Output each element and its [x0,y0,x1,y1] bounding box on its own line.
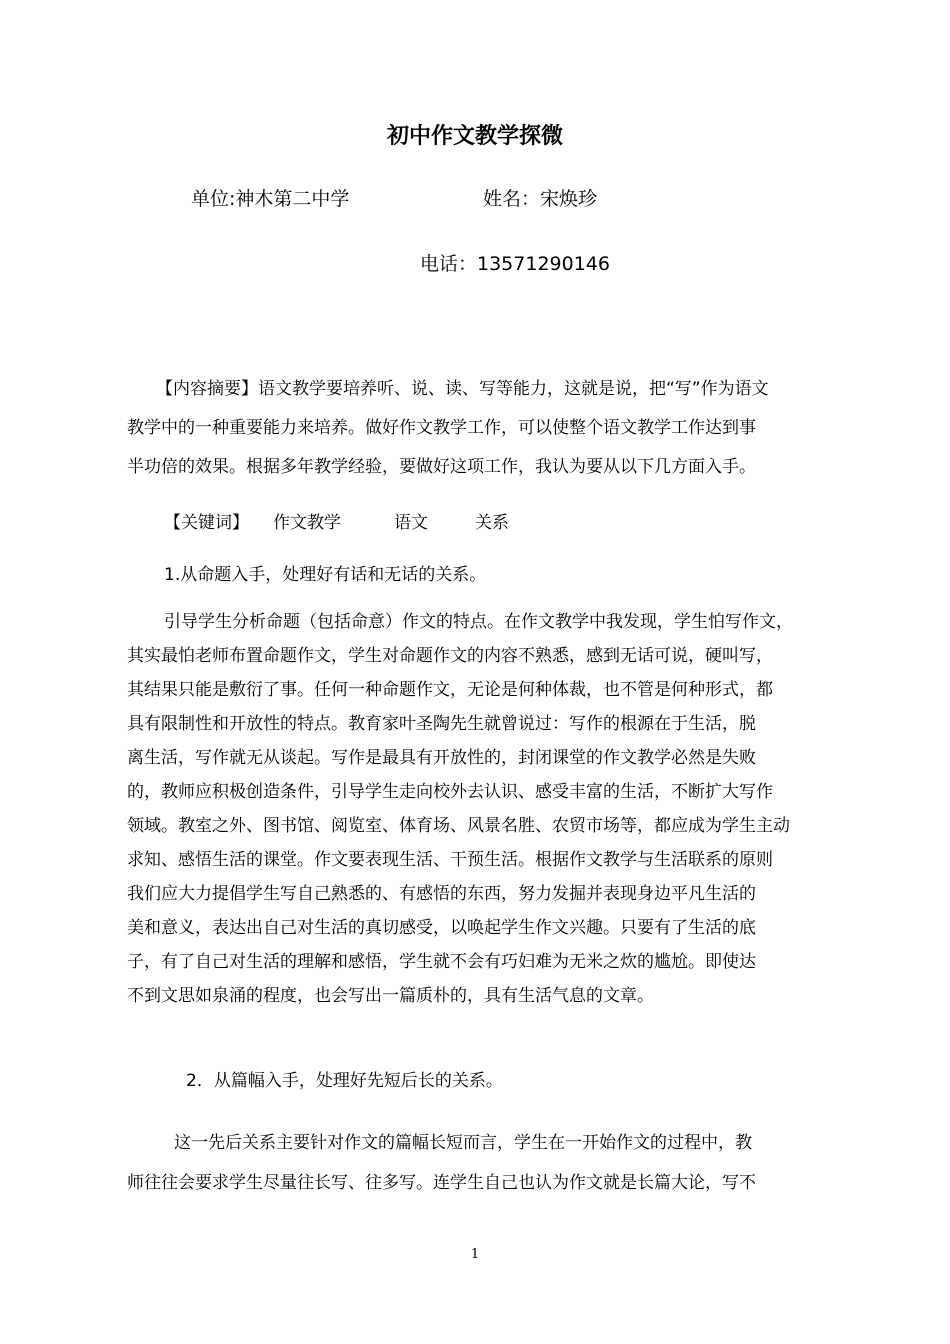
paragraph-line: 我们应大力提倡学生写自己熟悉的、有感悟的东西，努力发掘并表现身边平凡生活的 [127,884,756,904]
paragraph-line: 师往往会要求学生尽量往长写、往多写。连学生自己也认为作文就是长篇大论，写不 [127,1173,756,1193]
paragraph-line: 具有限制性和开放性的特点。教育家叶圣陶先生就曾说过：写作的根源在于生活，脱 [127,714,756,734]
keyword-item: 作文教学 [273,513,341,533]
abstract-line: 半功倍的效果。根据多年教学经验，要做好这项工作，我认为要从以下几方面入手。 [127,457,756,477]
abstract-line: 教学中的一种重要能力来培养。做好作文教学工作，可以使整个语文教学工作达到事 [127,418,756,438]
section-2-heading: 2．从篇幅入手，处理好先短后长的关系。 [186,1071,503,1091]
keywords-label: 【关键词】 [164,513,249,533]
paragraph-line: 美和意义，表达出自己对生活的真切感受，以唤起学生作文兴趣。只要有了生活的底 [127,918,756,938]
paragraph-line: 引导学生分析命题（包括命意）作文的特点。在作文教学中我发现，学生怕写作文， [164,612,793,632]
paragraph-line: 求知、感悟生活的课堂。作文要表现生活、干预生活。根据作文教学与生活联系的原则 [127,850,773,870]
page-number: 1 [470,1247,480,1262]
section-2-paragraph [0,1124,950,1204]
document-title: 初中作文教学探微 [386,123,563,149]
paragraph-line: 的，教师应积极创造条件，引导学生走向校外去认识、感受丰富的生活，不断扩大写作 [127,782,773,802]
paragraph-line: 领域。教室之外、图书馆、阅览室、体育场、风景名胜、农贸市场等，都应成为学生主动 [127,816,790,836]
paragraph-line: 离生活，写作就无从谈起。写作是最具有开放性的，封闭课堂的作文教学必然是失败 [127,748,756,768]
author-unit: 单位:神木第二中学 [191,188,350,210]
paragraph-line: 这一先后关系主要针对作文的篇幅长短而言，学生在一开始作文的过程中，教 [174,1133,752,1153]
keyword-item: 语文 [394,513,428,533]
section-1-heading: 1.从命题入手，处理好有话和无话的关系。 [164,565,487,585]
keyword-item: 关系 [475,513,509,533]
paragraph-line: 不到文思如泉涌的程度，也会写出一篇质朴的，具有生活气息的文章。 [127,986,654,1006]
author-phone: 电话：13571290146 [420,253,610,275]
paragraph-line: 子，有了自己对生活的理解和感悟，学生就不会有巧妇难为无米之炊的尴尬。即使达 [127,952,756,972]
abstract [0,370,950,487]
author-name: 姓名：宋焕珍 [483,188,598,210]
abstract-line: 【内容摘要】语文教学要培养听、说、读、写等能力，这就是说，把“写”作为语文 [156,379,769,399]
paragraph-line: 其结果只能是敷衍了事。任何一种命题作文，无论是何种体裁，也不管是何种形式，都 [127,680,773,700]
section-1-paragraph [0,603,950,1011]
paragraph-line: 其实最怕老师布置命题作文，学生对命题作文的内容不熟悉，感到无话可说，硬叫写， [127,646,773,666]
